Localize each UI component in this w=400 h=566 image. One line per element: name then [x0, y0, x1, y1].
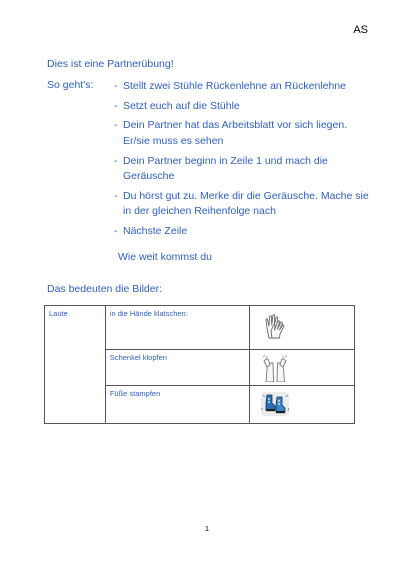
- step-dash: -: [114, 189, 118, 202]
- step-item: [114, 154, 374, 185]
- step-text: Setzt euch auf die Stühle: [123, 99, 240, 112]
- step-item: [114, 118, 374, 149]
- thigh-slap-icon: [260, 352, 290, 382]
- step-item: [114, 224, 374, 239]
- step-dash: -: [114, 80, 118, 92]
- step-text: Nächste Zeile: [123, 224, 188, 237]
- step-item: [114, 189, 374, 220]
- step-text: Du hörst gut zu. Merke dir die Geräusche. Mache sie in der gleichen Reihenfolge nach: [123, 189, 369, 218]
- step-item: [114, 79, 374, 94]
- step-dash: -: [114, 154, 118, 167]
- legend-picture-cell: [250, 306, 355, 350]
- legend-category: Laute: [45, 306, 106, 424]
- legend-label: in die Hände klatschen:: [105, 306, 249, 350]
- legend-picture-cell: [250, 350, 355, 386]
- author-initials: AS: [353, 24, 368, 36]
- page-number: 1: [204, 524, 210, 533]
- intro-text: Dies ist eine Partnerübung!: [47, 58, 174, 70]
- step-dash: -: [114, 224, 118, 237]
- howto-label: So geht's:: [47, 79, 94, 91]
- legend-label: Schenkel klopfen: [105, 350, 249, 386]
- legend-picture-cell: [250, 386, 355, 424]
- step-item: [114, 99, 374, 114]
- step-text: Stellt zwei Stühle Rückenlehne an Rückenlehne: [123, 80, 346, 92]
- legend-label: Füße stampfen: [105, 386, 249, 424]
- legend-table: [44, 305, 355, 424]
- step-text: Dein Partner beginn in Zeile 1 und mach die Geräusche: [123, 154, 328, 182]
- step-dash: -: [114, 99, 118, 112]
- clapping-hands-icon: [260, 311, 290, 341]
- legend-row: [45, 306, 355, 350]
- stomping-feet-icon: [260, 388, 290, 418]
- steps-list: [114, 79, 374, 243]
- step-dash: -: [114, 119, 118, 132]
- step-text: Dein Partner hat das Arbeitsblatt vor sich liegen. Er/sie muss es sehen: [123, 119, 348, 147]
- final-question: Wie weit kommst du: [118, 251, 212, 263]
- legend-title: Das bedeuten die Bilder:: [47, 283, 162, 295]
